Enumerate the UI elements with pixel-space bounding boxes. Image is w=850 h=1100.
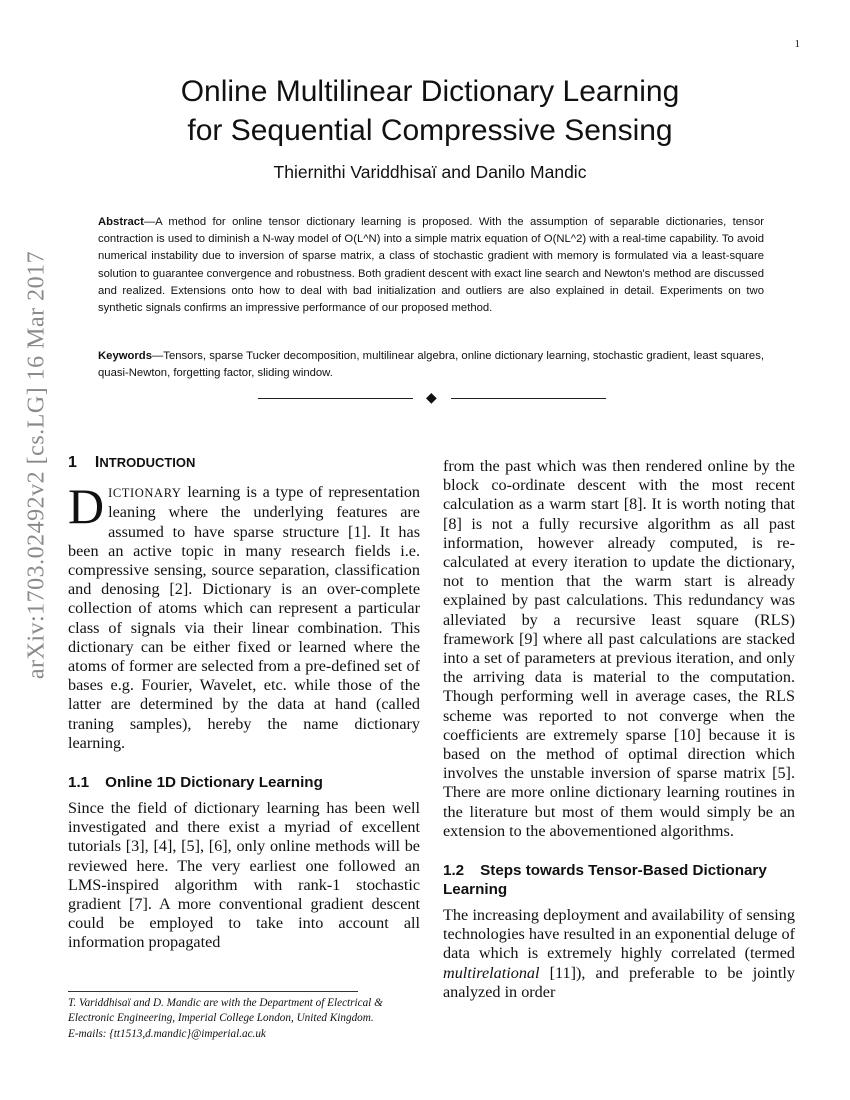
section-divider [258,390,606,406]
tensor-text-italic: multirelational [443,963,540,982]
affiliation-footnote [68,996,424,1042]
keywords-label: Keywords [98,350,152,362]
introduction-text: learning is a type of representation leaning where the underlying features are assumed to have sparse structure [1]. It has been an active topic in many research fields i.e. compressive sensing, source separation, classification and denosing [2]. Dictionary is an over-complete collection of atoms which can represent a particular class of signals via their linear combination. This dictionary can be either fixed or learned where the atoms of former are selected from a pre-defined set of bases e.g. Fourier, Wavelet, etc. while those of the latter are determined by the data at hand (called traning samples), hereby the name dictionary learning. [68,483,421,752]
title-line: for Sequential Compressive Sensing [187,114,673,147]
arxiv-stamp [0,0,56,1100]
subsection-number: 1.1 [68,774,90,792]
divider-rule-left [258,398,413,399]
lead-word: ICTIONARY [108,486,182,501]
right-column [443,457,795,1002]
keywords-text: —Tensors, sparse Tucker decomposition, multilinear algebra, online dictionary learning, stochastic gradient, least squares, quasi-Newton, forgetting factor, sliding window. [98,350,764,380]
tensor-text-after: [11]), and preferable to be jointly analyzed in order [443,963,795,1001]
tensor-text-before: The increasing deployment and availability of sensing technologies have resulted in an exponential deluge of data which is extremely highly correlated (termed [443,906,795,963]
subsection-title: Online 1D Dictionary Learning [105,774,323,792]
keywords [98,348,764,382]
introduction-paragraph [68,478,421,753]
footnote-line: E-mails: {tt1513,d.mandic}@imperial.ac.uk [68,1027,266,1040]
footnote-line: Electronic Engineering, Imperial College London, United Kingdom. [68,1012,374,1025]
online-1d-paragraph: Since the field of dictionary learning has been well investigated and there exist a myriad of excellent tutorials [3], [4], [5], [6], only online methods will be reviewed here. The very earliest one followed an LMS-inspired algorithm with rank-1 stochastic gradient [7]. A more conventional gradient descent could be employed to take into account all information propagated [68,799,420,952]
footnote-rule [68,991,358,992]
abstract-text: —A method for online tensor dictionary learning is proposed. With the assumption of separable dictionaries, tensor contraction is used to diminish a N-way model of O(L^N) into a simple matrix equation of O(NL^2) with a real-time capability. To avoid numerical instability due to inversion of sparse matrix, a class of stochastic gradient with memory is formulated via a least-square solution to guarantee convergence and robustness. Both gradient descent with exact line search and Newton's method are discussed and realized. Extensions onto how to deal with bad initialization and outliers are also explained in detail. Experiments on two synthetic signals confirms an impressive performance of our proposed method. [98,216,764,315]
diamond-icon: ◆ [426,390,437,406]
title-line: Online Multilinear Dictionary Learning [180,75,680,108]
page-number: 1 [794,38,800,50]
subsection-heading-tensor [443,861,795,899]
paper-authors: Thiernithi Variddhisaï and Danilo Mandic [273,162,587,182]
divider-rule-right [451,398,606,399]
subsection-number: 1.2 [443,862,465,880]
drop-cap: D [68,478,105,535]
section-heading-introduction [68,453,420,472]
left-column [68,453,420,953]
section-number: 1 [68,454,77,471]
continuation-paragraph: from the past which was then rendered online by the block co-ordinate descent with the most recent calculation as a warm start [8]. It is worth noting that [8] is not a fully recursive algorithm as all past information, however already computed, is re-calculated at every iteration to update the dictionary, not to mention that the warm start is already explained by past calculations. This redundancy was alleviated by a recursive least square (RLS) framework [9] where all past calculations are stacked into a set of parameters at previous iteration, and only the arriving data is material to the computation. Though performing well in average cases, the RLS scheme was reported to not converge when the coefficients are extremely sparse [10] because it is based on the method of optimal direction which involves the unstable inversion of sparse matrix [5]. There are more online dictionary learning routines in the literature but most of them would simply be an extension to the abovementioned algorithms. [443,457,795,840]
abstract-label: Abstract [98,216,144,228]
section-title-initial: I [94,454,100,471]
subsection-title: Steps towards Tensor-Based Dictionary Learning [443,862,767,899]
arxiv-id: arXiv:1703.02492v2 [cs.LG] 16 Mar 2017 [23,250,50,680]
tensor-paragraph [443,906,795,1002]
paper-title [60,72,800,150]
abstract [98,214,764,317]
subsection-heading-online-1d [68,773,420,792]
section-title-rest: NTRODUCTION [99,455,196,470]
footnote-line: T. Variddhisaï and D. Mandic are with the Department of Electrical & [68,997,383,1009]
